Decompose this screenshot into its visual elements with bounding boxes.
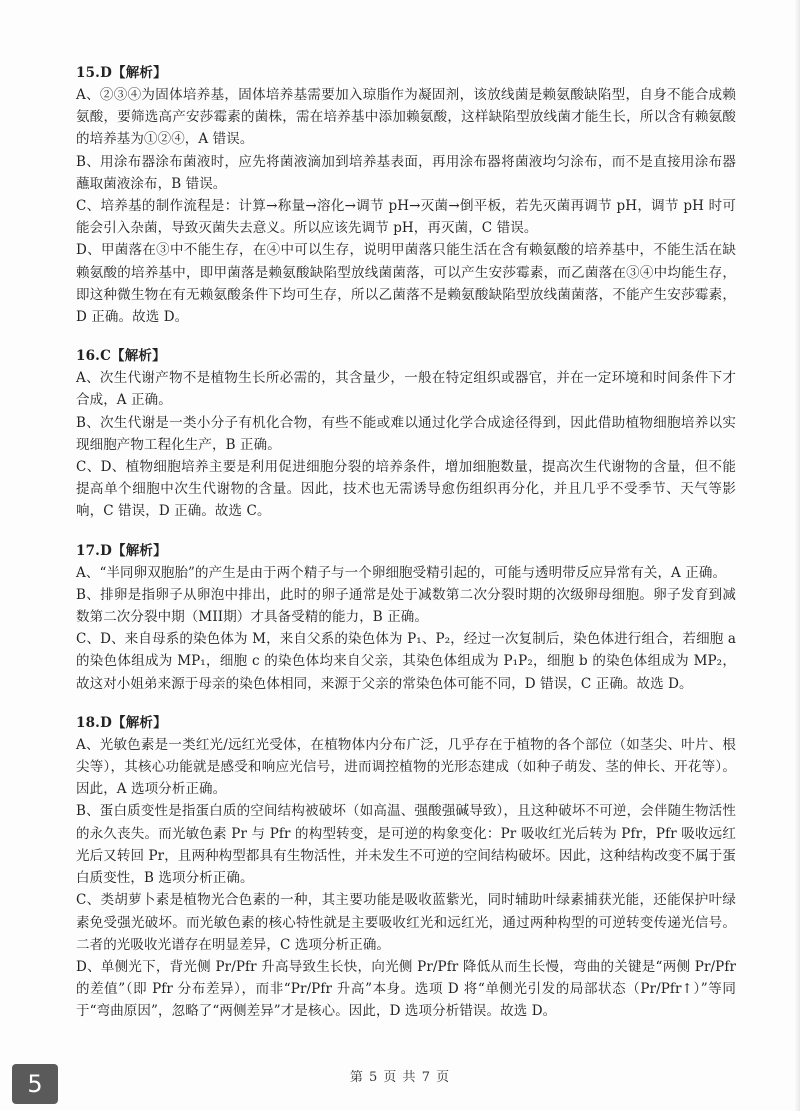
analysis-paragraph: A、“半同卵双胞胎”的产生是由于两个精子与一个卵细胞受精引起的，可能与透明带反应异常有关，A 正确。 (76, 564, 727, 581)
analysis-paragraph: C、培养基的制作流程是：计算→称量→溶化→调节 pH→灭菌→倒平板，若先灭菌再调节 pH，调节 pH 时可能会引入杂菌，导致灭菌失去意义。所以应该先调节 pH，再灭菌，C 错误。 (76, 198, 736, 237)
analysis-paragraph: A、②③④为固体培养基，固体培养基需要加入琼脂作为凝固剂，该放线菌是赖氨酸缺陷型，自身不能合成赖氨酸，要筛选高产安莎霉素的菌株，需在培养基中添加赖氨酸，这样缺陷型放线菌才能生长，所以含有赖氨酸的培养基为①②④，A 错误。 (76, 87, 736, 148)
question-heading: 15.D【解析】 (76, 65, 167, 81)
analysis-paragraph: C、D、来自母系的染色体为 M，来自父系的染色体为 P₁、P₂，经过一次复制后，染色体进行组合，若细胞 a 的染色体组成为 MP₁，细胞 c 的染色体均来自父亲，其染色体组成为 P₁P₂，细胞 b 的染色体组成为 MP₂，故这对小姐弟来源于母亲的染色体相同，来源于父亲的常染色体可能不同，D 错误，C 正确。故选 D。 (76, 631, 736, 692)
analysis-paragraph: A、光敏色素是一类红光/远红光受体，在植物体内分布广泛，几乎存在于植物的各个部位（如茎尖、叶片、根尖等），其核心功能就是感受和响应光信号，进而调控植物的光形态建成（如种子萌发、茎的伸长、开花等）。因此，A 选项分析正确。 (76, 736, 736, 798)
analysis-paragraph: A、次生代谢产物不是植物生长所必需的，其含量少，一般在特定组织或器官，并在一定环境和时间条件下才合成，A 正确。 (76, 370, 736, 409)
page-number-badge: 5 (12, 1064, 58, 1104)
question-heading: 17.D【解析】 (76, 542, 167, 559)
analysis-paragraph: B、排卵是指卵子从卵泡中排出，此时的卵子通常是处于减数第二次分裂时期的次级卵母细胞。卵子发育到减数第二次分裂中期（MII期）才具备受精的能力，B 正确。 (76, 586, 736, 626)
analysis-paragraph: C、D、植物细胞培养主要是利用促进细胞分裂的培养条件，增加细胞数量，提高次生代谢物的含量，但不能提高单个细胞中次生代谢物的含量。因此，技术也无需诱导愈伤组织再分化，并且几乎不受季节、天气等影响，C 错误，D 正确。故选 C。 (76, 459, 736, 520)
analysis-paragraph: B、次生代谢是一类小分子有机化合物，有些不能或难以通过化学合成途径得到，因此借助植物细胞培养以实现细胞产物工程化生产，B 正确。 (76, 414, 736, 453)
question-17 (76, 540, 736, 695)
page-footer: 第 5 页 共 7 页 (349, 1070, 451, 1085)
question-16 (76, 345, 736, 522)
analysis-paragraph: B、蛋白质变性是指蛋白质的空间结构被破坏（如高温、强酸强碱导致），且这种破坏不可逆，会伴随生物活性的永久丧失。而光敏色素 Pr 与 Pfr 的构型转变，是可逆的构象变化：Pr 吸收红光后转为 Pfr，Pfr 吸收远红光后又转回 Pr，且两种构型都具有生物活性，并未发生不可逆的空间结构破坏。因此，这种结构改变不属于蛋白质变性，B 选项分析正确。 (76, 803, 736, 887)
analysis-paragraph: B、用涂布器涂布菌液时，应先将菌液滴加到培养基表面，再用涂布器将菌液均匀涂布，而不是直接用涂布器蘸取菌液涂布，B 错误。 (76, 153, 736, 192)
analysis-paragraph: D、甲菌落在③中不能生存，在④中可以生存，说明甲菌落只能生活在含有赖氨酸的培养基中，不能生活在缺赖氨酸的培养基中，即甲菌落是赖氨酸缺陷型放线菌菌落，可以产生安莎霉素，而乙菌落在③④中均能生存，即这种微生物在有无赖氨酸条件下均可生存，所以乙菌落不是赖氨酸缺陷型放线菌菌落，不能产生安莎霉素，D 正确。故选 D。 (76, 242, 736, 326)
answer-content (76, 62, 736, 1040)
question-15 (76, 62, 736, 328)
page-edge-shadow (794, 0, 800, 1111)
analysis-paragraph: C、类胡萝卜素是植物光合色素的一种，其主要功能是吸收蓝紫光，同时辅助叶绿素捕获光能，还能保护叶绿素免受强光破坏。而光敏色素的核心特性就是主要吸收红光和远红光，通过两种构型的可逆转变传递光信号。二者的光吸收光谱存在明显差异，C 选项分析正确。 (76, 892, 736, 953)
question-heading: 16.C【解析】 (76, 348, 166, 365)
analysis-paragraph: D、单侧光下，背光侧 Pr/Pfr 升高导致生长快，向光侧 Pr/Pfr 降低从而生长慢，弯曲的关键是“两侧 Pr/Pfr 的差值”（即 Pfr 分布差异），而非“Pr/Pfr 升高”本身。选项 D 将“单侧光引发的局部状态（Pr/Pfr↑）”等同于“弯曲原因”，忽略了“两侧差异”才是核心。因此，D 选项分析错误。故选 D。 (76, 958, 736, 1020)
question-heading: 18.D【解析】 (76, 714, 167, 731)
question-18 (76, 712, 736, 1023)
